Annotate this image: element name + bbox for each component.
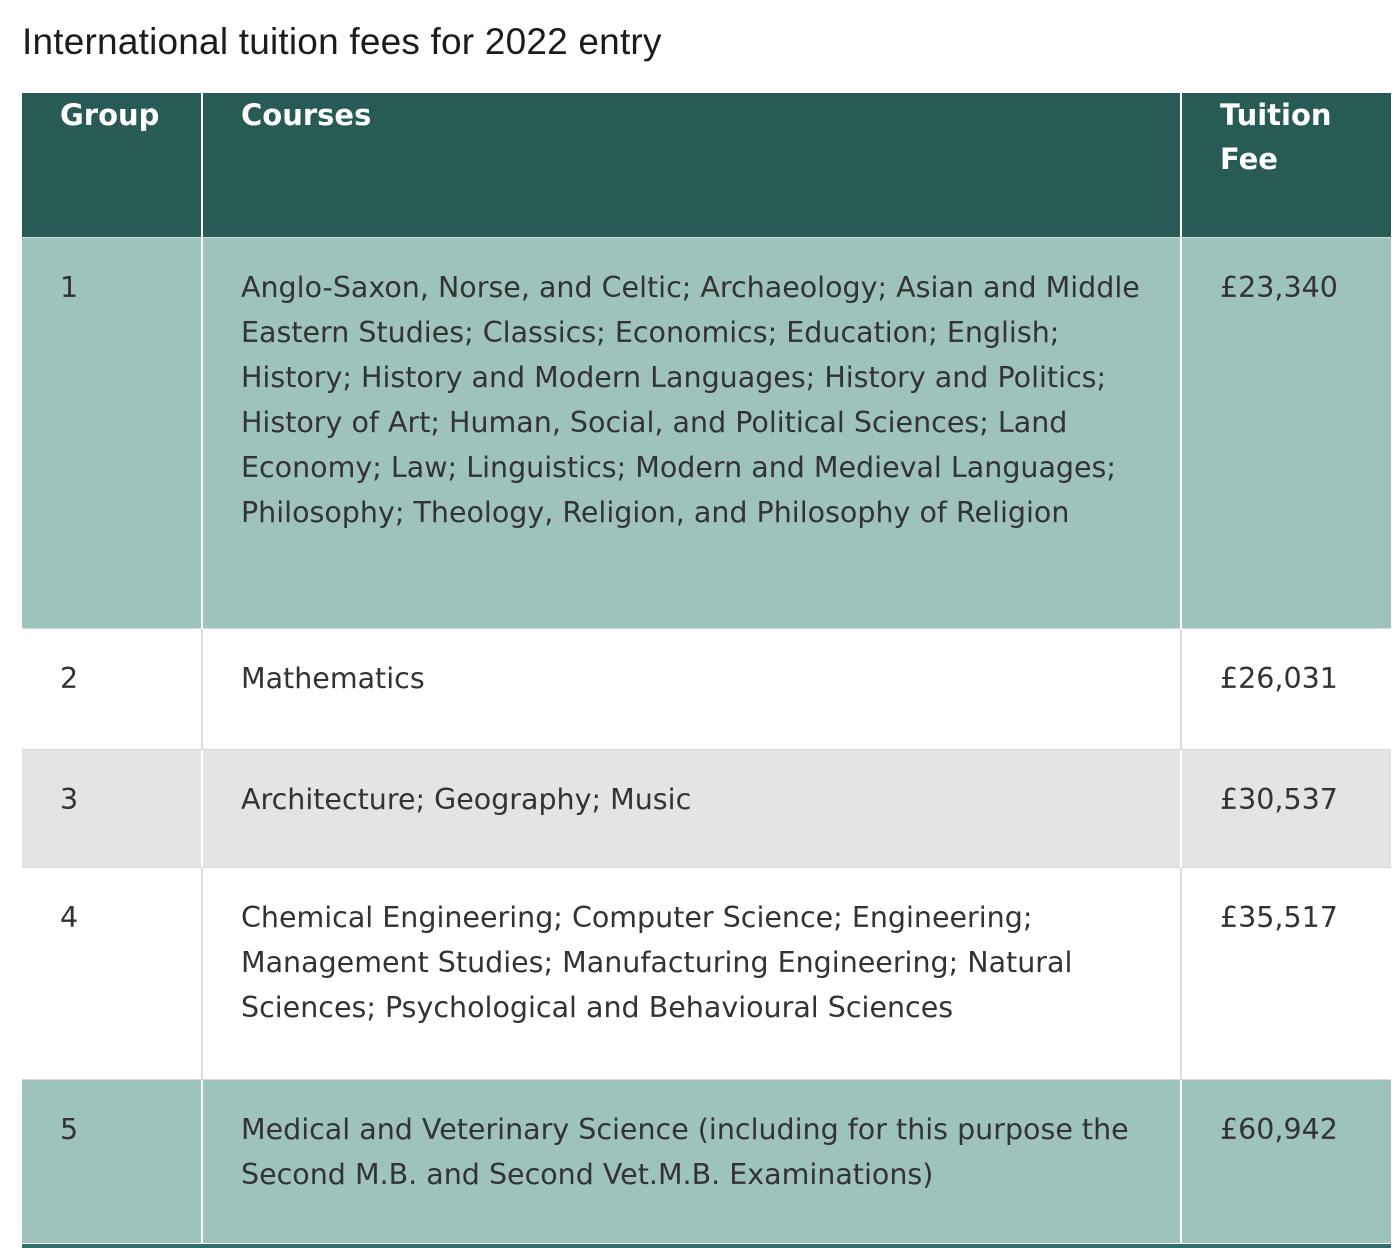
table-row — [22, 749, 1391, 867]
group-cell: 5 — [22, 1079, 202, 1243]
column-header-group: Group — [22, 93, 202, 237]
table-row — [22, 867, 1391, 1079]
courses-cell: Medical and Veterinary Science (including for this purpose the Second M.B. and Second Vet.M.B. Examinations) — [202, 1079, 1181, 1243]
group-cell: 2 — [22, 628, 202, 749]
table-bottom-border — [22, 1244, 1391, 1248]
courses-cell: Architecture; Geography; Music — [202, 749, 1181, 867]
column-header-courses: Courses — [202, 93, 1181, 237]
group-cell: 4 — [22, 867, 202, 1079]
courses-cell: Chemical Engineering; Computer Science; Engineering; Management Studies; Manufacturing Engineering; Natural Sciences; Psychological and Behavioural Sciences — [202, 867, 1181, 1079]
table-row — [22, 628, 1391, 749]
fee-cell: £35,517 — [1181, 867, 1391, 1079]
fee-cell: £26,031 — [1181, 628, 1391, 749]
table-header — [22, 93, 1391, 237]
fee-cell: £23,340 — [1181, 237, 1391, 628]
header-row — [22, 93, 1391, 237]
column-header-tuition-fee: Tuition Fee — [1181, 93, 1391, 237]
courses-cell: Anglo-Saxon, Norse, and Celtic; Archaeology; Asian and Middle Eastern Studies; Classics; Economics; Education; English; History; History and Modern Languages; History and Politics; History of Art; Human, Social, and Political Sciences; Land Economy; Law; Linguistics; Modern and Medieval Languages; Philosophy; Theology, Religion, and Philosophy of Religion — [202, 237, 1181, 628]
tuition-fees-table — [22, 93, 1391, 1243]
table-row — [22, 1079, 1391, 1243]
group-cell: 3 — [22, 749, 202, 867]
table-body — [22, 237, 1391, 1243]
table-row — [22, 237, 1391, 628]
group-cell: 1 — [22, 237, 202, 628]
fee-cell: £30,537 — [1181, 749, 1391, 867]
fee-cell: £60,942 — [1181, 1079, 1391, 1243]
courses-cell: Mathematics — [202, 628, 1181, 749]
page-title: International tuition fees for 2022 entry — [22, 21, 662, 62]
